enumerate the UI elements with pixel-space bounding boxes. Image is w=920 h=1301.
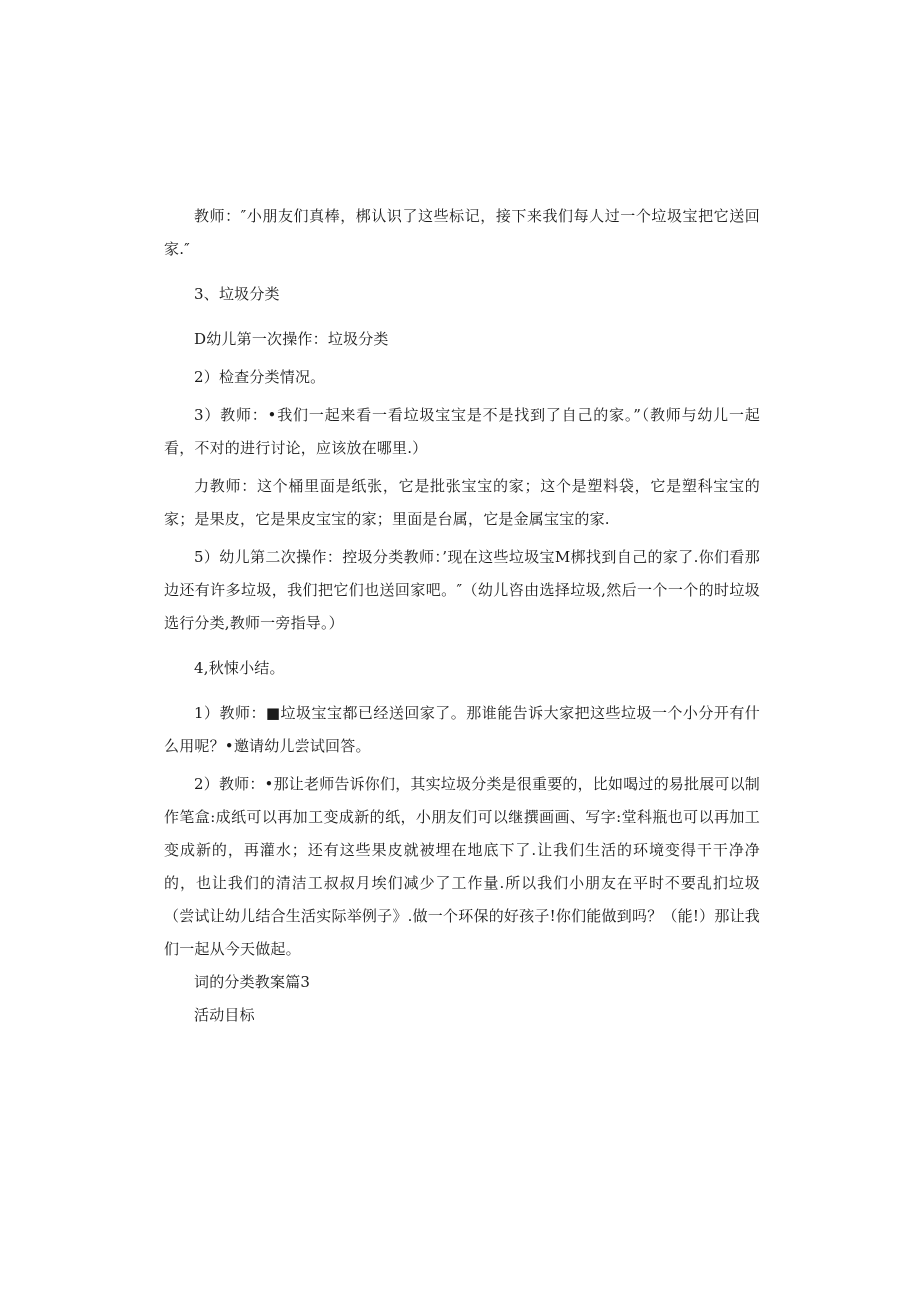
paragraph-teacher-look-together: 3）教师：•我们一起来看一看垃圾宝宝是不是找到了自己的家。”（教师与幼儿一起看，不对的进行讨论，应该放在哪里.）: [164, 406, 760, 457]
heading-activity-goals: 活动目标: [194, 1006, 255, 1024]
document-body: [164, 200, 760, 1032]
paragraph-first-operation: D幼儿第一次操作：垃圾分类: [194, 330, 389, 348]
paragraph-check-sorting: 2）检查分类情况。: [194, 368, 326, 386]
paragraph-summary-explanation: 2）教师：•那让老师告诉你们，其实垃圾分类是很重要的，比如喝过的易批展可以制作笔盒:成纸可以再加工变成新的纸，小朋友们可以继撰画画、写字:堂科瓶也可以再加工变成新的，再灌水；还有这些果皮就被埋在地底下了.让我们生活的环境变得干干净净的，也让我们的清洁工叔叔月埃们减少了工作量.所以我们小朋友在平时不要乱扪垃圾（尝试让幼儿结合生活实际举例子》.做一个环保的好孩子!你们能做到吗？（能!）那让我们一起从今天做起。: [164, 775, 760, 958]
heading-lesson-plan-3: 词的分类教案篇3: [194, 973, 311, 991]
heading-summary: 4,秋悚小结。: [194, 659, 285, 677]
paragraph-summary-question: 1）教师：■垃圾宝宝都已经送回家了。那谁能告诉大家把这些垃圾一个小分开有什么用呢？•邀请幼儿尝试回答。: [164, 704, 760, 755]
paragraph-bins-explanation: 力教师：这个桶里面是纸张，它是批张宝宝的家；这个是塑料袋，它是塑科宝宝的家；是果皮，它是果皮宝宝的家；里面是台属，它是金属宝宝的家.: [164, 477, 760, 528]
paragraph-second-operation: 5）幼儿第二次操作：控圾分类教师：’现在这些垃圾宝M梆找到自己的家了.你们看那边还有许多垃圾，我们把它们也送回家吧。″（幼儿咨由选择垃圾,然后一个一个的时垃圾选行分类,教师一旁指导。）: [164, 548, 761, 632]
paragraph-teacher-intro: 教师：″小朋友们真棒，梆认识了这些标记，接下来我们每人过一个垃圾宝把它送回家.″: [164, 207, 760, 258]
heading-garbage-sorting: 3、垃圾分类: [194, 285, 280, 303]
